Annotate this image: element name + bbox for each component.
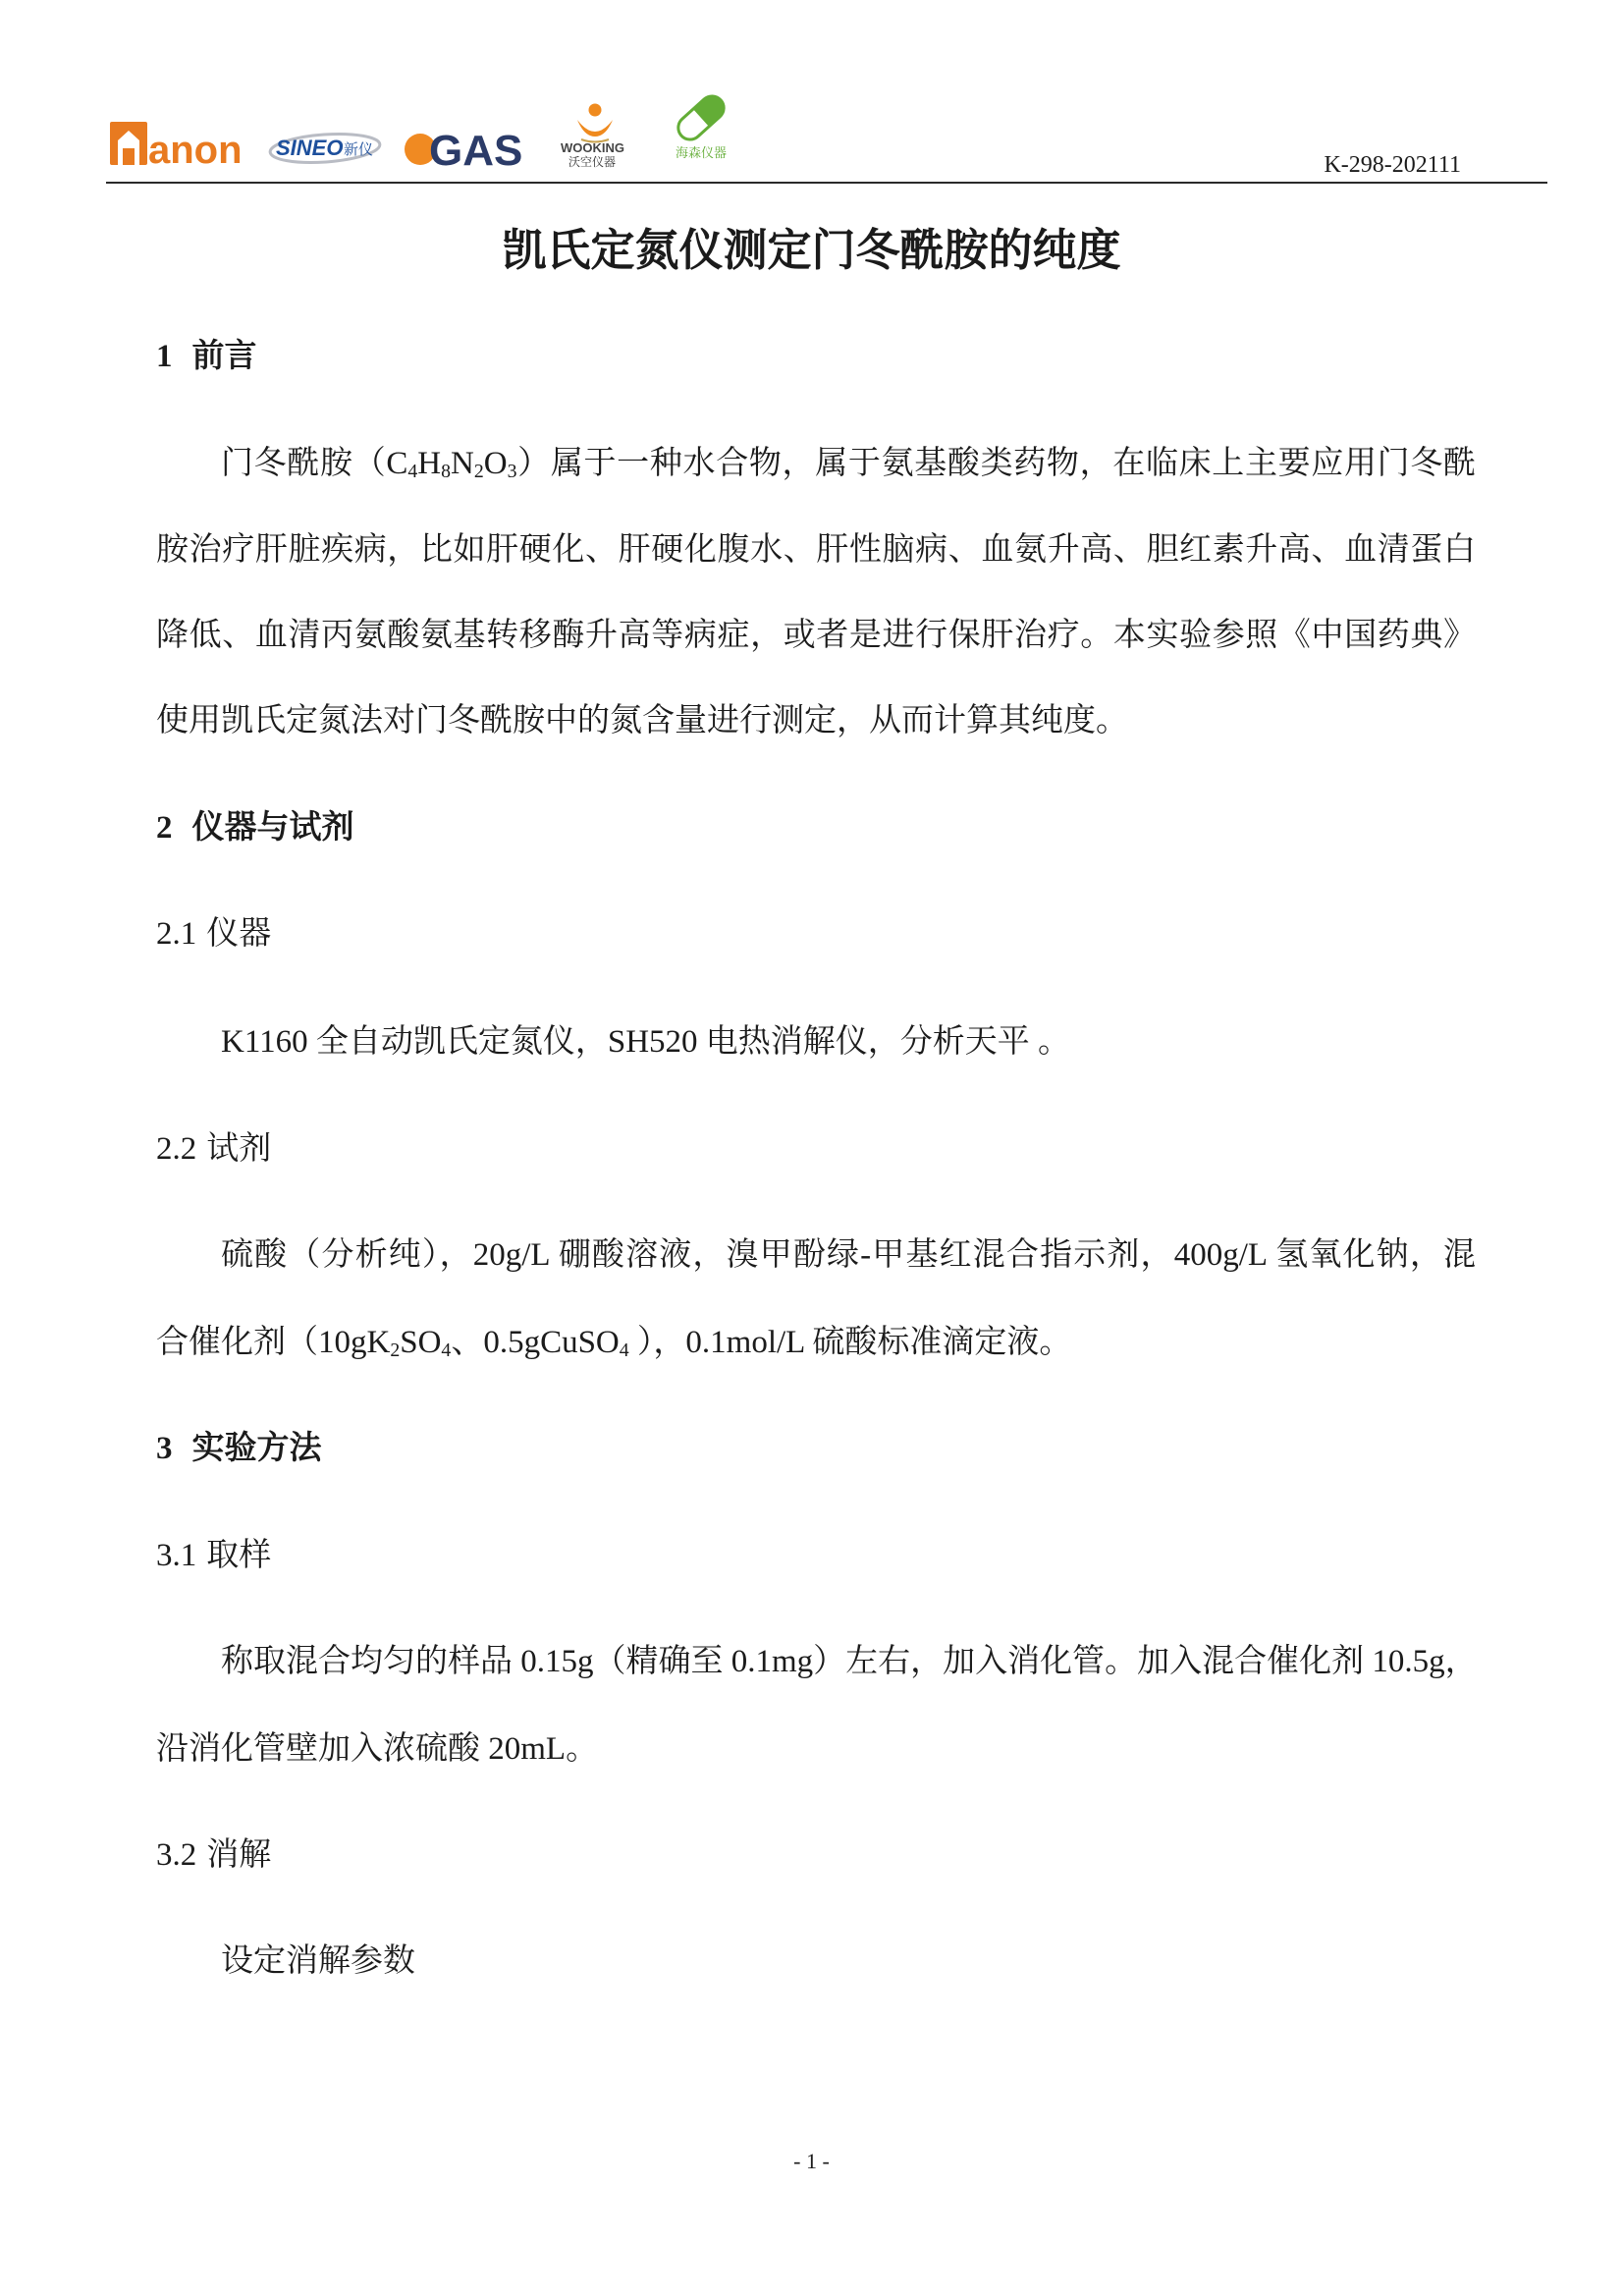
section-heading-instruments-reagents	[156, 804, 1476, 851]
haisen-cn-wordmark: 海森仪器	[676, 145, 728, 160]
subscript: 2	[390, 1339, 401, 1361]
intro-paragraph-line: 使用凯氏定氮法对门冬酰胺中的氮含量进行测定，从而计算其纯度。	[156, 703, 1128, 738]
instruments-text: K1160 全自动凯氏定氮仪，SH520 电热消解仪，分析天平 。	[221, 1024, 1071, 1060]
intro-paragraph-line	[156, 440, 1476, 487]
section-heading-intro	[156, 333, 1476, 380]
subscript: 4	[619, 1339, 629, 1361]
subscript: 8	[441, 460, 452, 482]
sineo-logo	[269, 131, 381, 166]
sampling-paragraph-line: 称取混合均匀的样品 0.15g（精确至 0.1mg）左右，加入消化管。加入混合催化剂 10.5g，	[221, 1644, 1478, 1679]
text-run: 合催化剂（10gK	[156, 1325, 391, 1360]
gas-logo	[405, 127, 522, 175]
subsection-heading-reagents	[156, 1125, 1476, 1173]
page-number: - 1 -	[793, 2149, 830, 2173]
subsection-title: 消解	[206, 1837, 272, 1873]
section-title: 实验方法	[191, 1431, 322, 1466]
text-run: O	[483, 446, 508, 481]
text-run: H	[417, 446, 442, 481]
subsection-number: 2.2	[156, 1131, 197, 1167]
page-title: 凯氏定氮仪测定门冬酰胺的纯度	[502, 224, 1121, 276]
text-run: SO	[400, 1325, 442, 1360]
subsection-title: 仪器	[206, 916, 272, 952]
intro-paragraph-line: 胺治疗肝脏疾病，比如肝硬化、肝硬化腹水、肝性脑病、血氨升高、胆红素升高、血清蛋白	[156, 532, 1476, 568]
wooking-cn-wordmark: 沃空仪器	[568, 155, 617, 169]
document-code: K-298-202111	[1324, 152, 1461, 178]
haisen-capsule-icon	[674, 91, 729, 144]
section-number: 3	[156, 1431, 173, 1466]
wooking-logo	[561, 104, 624, 170]
section-number: 1	[156, 339, 173, 374]
hanon-wordmark: anon	[148, 129, 243, 172]
subsection-title: 试剂	[206, 1131, 272, 1167]
subscript: 2	[473, 460, 484, 482]
section-number: 2	[156, 810, 173, 846]
haisen-logo	[674, 91, 729, 160]
sineo-cn-wordmark: 新仪	[344, 141, 374, 158]
reagents-paragraph-line	[156, 1319, 1476, 1366]
subsection-heading-instruments	[156, 910, 1476, 957]
wooking-figure-head-icon	[589, 104, 602, 117]
wooking-figure-body-icon	[577, 120, 613, 137]
sineo-wordmark: SINEO	[276, 136, 344, 160]
wooking-wordmark: WOOKING	[561, 140, 624, 155]
text-run: 、0.5gCuSO	[451, 1325, 620, 1360]
text-run: 门冬酰胺（C	[221, 446, 408, 481]
subsection-number: 3.1	[156, 1538, 197, 1573]
section-title: 仪器与试剂	[191, 810, 354, 846]
hanon-logo	[110, 122, 243, 172]
section-title: 前言	[191, 339, 257, 374]
subsection-number: 2.1	[156, 916, 197, 952]
text-run: ），0.1mol/L 硫酸标准滴定液。	[628, 1325, 1072, 1360]
subsection-title: 取样	[206, 1538, 272, 1573]
subscript: 4	[407, 460, 418, 482]
subsection-heading-digestion	[156, 1831, 1476, 1879]
intro-paragraph-line: 降低、血清丙氨酸氨基转移酶升高等病症，或者是进行保肝治疗。本实验参照《中国药典》	[156, 618, 1476, 653]
subscript: 3	[507, 460, 517, 482]
subsection-heading-sampling	[156, 1532, 1476, 1579]
gas-wordmark: GAS	[429, 127, 523, 175]
subsection-number: 3.2	[156, 1837, 197, 1873]
partner-logos	[0, 0, 785, 196]
reagents-paragraph-line: 硫酸（分析纯），20g/L 硼酸溶液，溴甲酚绿-甲基红混合指示剂，400g/L 氢氧化钠，混	[221, 1237, 1476, 1273]
header-divider	[106, 182, 1547, 184]
sampling-paragraph-line: 沿消化管壁加入浓硫酸 20mL。	[156, 1731, 599, 1767]
digestion-text: 设定消解参数	[221, 1943, 415, 1979]
subscript: 4	[441, 1339, 452, 1361]
section-heading-method	[156, 1425, 1476, 1472]
text-run: ）属于一种水合物，属于氨基酸类药物，在临床上主要应用门冬酰	[516, 446, 1477, 481]
text-run: N	[451, 446, 474, 481]
